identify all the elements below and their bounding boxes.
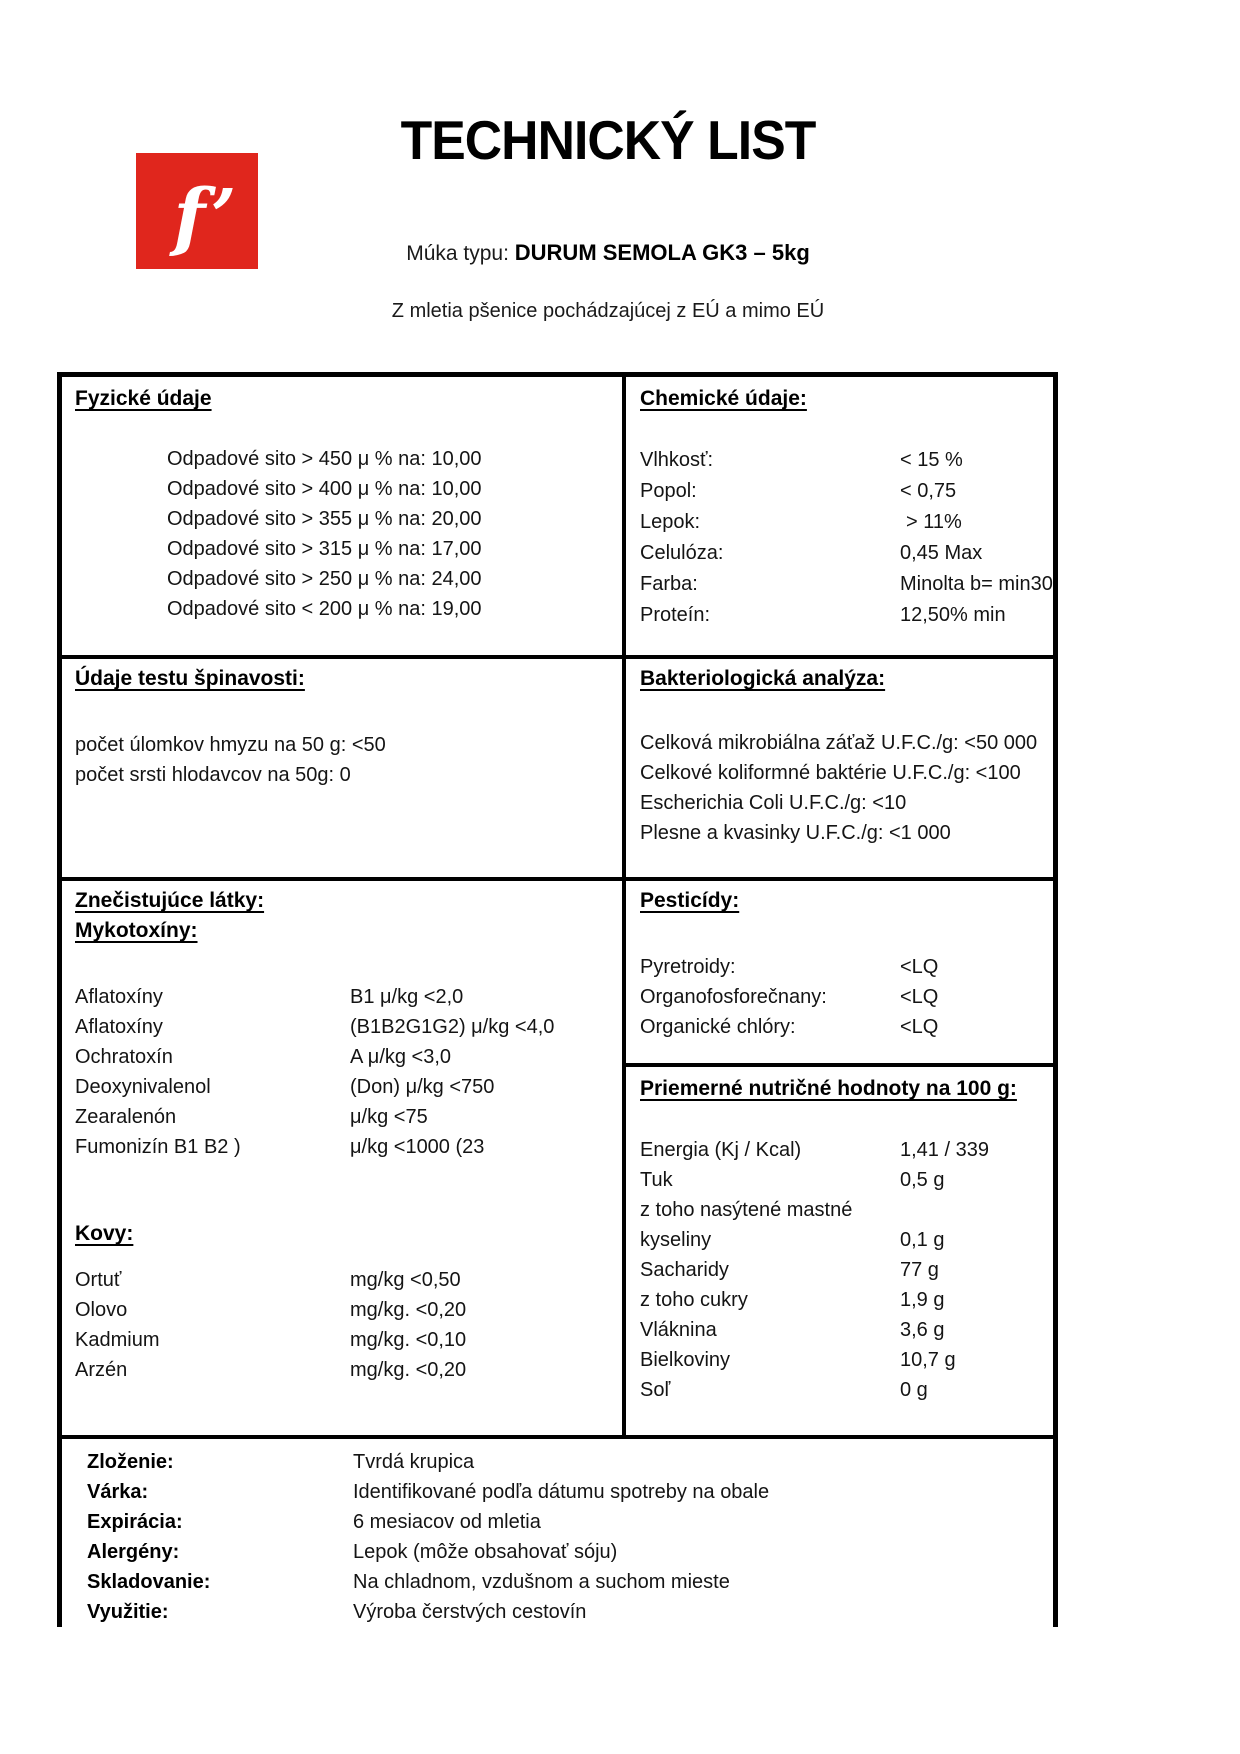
metals-heading: Kovy: [75,1222,134,1245]
pesticide-value: <LQ [900,986,939,1008]
sieve-line: Odpadové sito > 355 μ % na: 20,00 [167,508,482,530]
bacteriology-line: Plesne a kvasinky U.F.C./g: <1 000 [640,822,951,844]
metal-name: Ortuť [75,1269,122,1291]
info-label: Využitie: [87,1601,169,1623]
nutrition-value: 1,9 g [900,1289,945,1311]
chemical-value: 0,45 Max [900,542,983,564]
flour-type-line [288,240,928,266]
column-divider [622,377,626,1439]
flour-type-label: Múka typu: [406,242,515,265]
metal-name: Kadmium [75,1329,160,1351]
mycotoxin-row [75,1042,615,1072]
physical-heading: Fyzické údaje [75,387,212,410]
nutrition-label: kyseliny [640,1229,712,1251]
sieve-line: Odpadové sito > 315 μ % na: 17,00 [167,538,482,560]
nutrition-row [640,1255,1052,1285]
pesticide-row [640,1012,1052,1042]
metal-value: mg/kg <0,50 [350,1269,461,1291]
bacteriology-line: Celková mikrobiálna záťaž U.F.C./g: <50 000 [640,732,1038,754]
info-row [87,1597,1037,1627]
nutrition-heading: Priemerné nutričné hodnoty na 100 g: [640,1077,1017,1100]
info-value: Tvrdá krupica [353,1451,475,1473]
mycotoxin-row [75,1012,615,1042]
metal-value: mg/kg. <0,10 [350,1329,467,1351]
mycotoxin-row [75,1132,615,1162]
info-value: Výroba čerstvých cestovín [353,1601,587,1623]
mycotoxin-name: Aflatoxíny [75,986,163,1008]
mycotoxin-value: B1 μ/kg <2,0 [350,986,464,1008]
mycotoxin-name: Deoxynivalenol [75,1076,211,1098]
chemical-label: Vlhkosť: [640,449,714,471]
pesticides-heading: Pesticídy: [640,889,740,912]
bacteriology-line: Celkové koliformné baktérie U.F.C./g: <100 [640,762,1021,784]
info-label: Alergény: [87,1541,180,1563]
nutrition-value: 10,7 g [900,1349,956,1371]
mycotoxin-value: A μ/kg <3,0 [350,1046,452,1068]
row-divider-2 [62,877,1053,881]
info-label: Expirácia: [87,1511,183,1533]
nutrition-value: 0,1 g [900,1229,945,1251]
mycotoxin-value: (Don) μ/kg <750 [350,1076,495,1098]
chemical-label: Proteín: [640,604,711,626]
contaminants-heading: Znečistujúce látky: [75,889,265,912]
pesticide-label: Organofosforečnany: [640,986,827,1008]
chemical-heading: Chemické údaje: [640,387,807,410]
metal-name: Olovo [75,1299,128,1321]
info-label: Skladovanie: [87,1571,211,1593]
nutrition-row [640,1375,1052,1405]
info-label: Várka: [87,1481,149,1503]
logo-f-icon: f’ [173,174,237,260]
info-row [87,1507,1037,1537]
nutrition-row [640,1285,1052,1315]
nutrition-row [640,1315,1052,1345]
company-logo [136,153,258,269]
nutrition-value: 3,6 g [900,1319,945,1341]
chemical-label: Lepok: [640,511,701,533]
chemical-value: Minolta b= min30 [900,573,1053,595]
info-value: Na chladnom, vzdušnom a suchom mieste [353,1571,730,1593]
bacteriology-line: Escherichia Coli U.F.C./g: <10 [640,792,907,814]
mycotoxin-row [75,982,615,1012]
row-divider-1 [62,655,1053,659]
mycotoxin-name: Ochratoxín [75,1046,173,1068]
pesticide-label: Pyretroidy: [640,956,736,978]
nutrition-label: z toho nasýtené mastné [640,1199,853,1221]
nutrition-label: z toho cukry [640,1289,748,1311]
spec-table [57,372,1058,1627]
mycotoxin-value: μ/kg <1000 (23 [350,1136,485,1158]
info-row [87,1477,1037,1507]
nutrition-label: Vláknina [640,1319,717,1341]
sieve-line: Odpadové sito > 450 μ % na: 10,00 [167,448,482,470]
info-row [87,1567,1037,1597]
info-label: Zloženie: [87,1451,174,1473]
nutrition-row [640,1135,1052,1165]
flour-type-value: DURUM SEMOLA GK3 – 5kg [514,240,810,265]
pesticide-row [640,952,1052,982]
metal-row [75,1295,615,1325]
nutrition-row [640,1345,1052,1375]
page-title: TECHNICKÝ LIST [400,109,816,171]
metal-value: mg/kg. <0,20 [350,1359,467,1381]
chemical-row [640,445,1052,475]
mycotoxin-name: Zearalenón [75,1106,177,1128]
nutrition-label: Sacharidy [640,1259,729,1281]
metal-name: Arzén [75,1359,128,1381]
chemical-value: > 11% [906,511,962,533]
nutrition-row [640,1225,1052,1255]
pesticide-value: <LQ [900,956,939,978]
nutrition-value: 1,41 / 339 [900,1139,989,1161]
dirt-test-line: počet úlomkov hmyzu na 50 g: <50 [75,734,386,756]
chemical-label: Popol: [640,480,697,502]
info-value: 6 mesiacov od mletia [353,1511,541,1533]
row-divider-footer [62,1435,1053,1439]
pesticide-label: Organické chlóry: [640,1016,796,1038]
sieve-line: Odpadové sito > 250 μ % na: 24,00 [167,568,482,590]
nutrition-value: 0 g [900,1379,928,1401]
nutrition-row [640,1195,1052,1225]
dirt-test-line: počet srsti hlodavcov na 50g: 0 [75,764,351,786]
pesticide-row [640,982,1052,1012]
mycotoxin-row [75,1102,615,1132]
nutrition-label: Energia (Kj / Kcal) [640,1139,802,1161]
chemical-label: Farba: [640,573,698,595]
mycotoxin-value: μ/kg <75 [350,1106,428,1128]
mycotoxin-name: Aflatoxíny [75,1016,163,1038]
info-value: Identifikované podľa dátumu spotreby na obale [353,1481,770,1503]
nutrition-value: 0,5 g [900,1169,945,1191]
nutrition-label: Tuk [640,1169,673,1191]
mycotoxin-name: Fumonizín B1 B2 ) [75,1136,241,1158]
info-row [87,1447,1037,1477]
chemical-row [640,507,1052,537]
dirt-test-heading: Údaje testu špinavosti: [75,667,305,690]
chemical-row [640,476,1052,506]
mycotoxins-heading: Mykotoxíny: [75,919,198,942]
nutrition-label: Bielkoviny [640,1349,731,1371]
chemical-row [640,600,1052,630]
bacteriology-heading: Bakteriologická analýza: [640,667,886,690]
chemical-label: Celulóza: [640,542,724,564]
chemical-row [640,538,1052,568]
mycotoxin-value: (B1B2G1G2) μ/kg <4,0 [350,1016,555,1038]
nutrition-label: Soľ [640,1379,671,1401]
metal-value: mg/kg. <0,20 [350,1299,467,1321]
info-value: Lepok (môže obsahovať sóju) [353,1541,618,1563]
metal-row [75,1355,615,1385]
pesticide-value: <LQ [900,1016,939,1038]
info-row [87,1537,1037,1567]
chemical-value: < 15 % [900,449,963,471]
mycotoxin-row [75,1072,615,1102]
chemical-row [640,569,1052,599]
metal-row [75,1265,615,1295]
nutrition-row [640,1165,1052,1195]
origin-line: Z mletia pšenice pochádzajúcej z EÚ a mimo EÚ [391,300,825,322]
chemical-value: < 0,75 [900,480,957,502]
sieve-line: Odpadové sito > 400 μ % na: 10,00 [167,478,482,500]
nutrition-value: 77 g [900,1259,939,1281]
row-divider-pesticides [622,1063,1053,1067]
metal-row [75,1325,615,1355]
chemical-value: 12,50% min [900,604,1006,626]
sieve-line: Odpadové sito < 200 μ % na: 19,00 [167,598,482,620]
